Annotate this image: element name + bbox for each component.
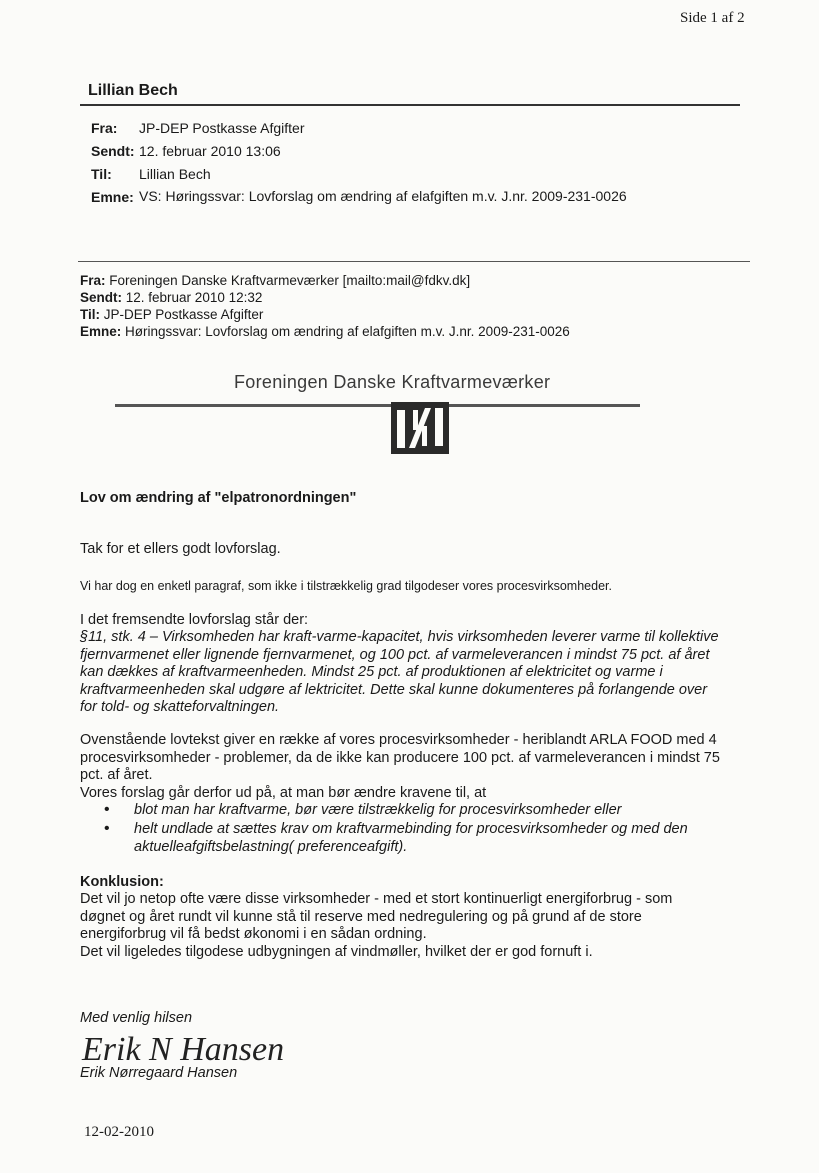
orig-subject-line <box>80 324 570 339</box>
signatory-name: Erik Nørregaard Hansen <box>80 1065 238 1081</box>
header-divider <box>80 104 740 106</box>
letter-date: 12-02-2010 <box>84 1124 154 1140</box>
conclusion-heading: Konklusion: <box>80 874 164 890</box>
quote-line: §11, stk. 4 – Virksomheden har kraft-varme-kapacitet, hvis virksomheden leverer varme til kollektive <box>80 629 719 645</box>
conclusion-line: Det vil ligeledes tilgodese udbygningen af vindmøller, hvilket der er god fornuft i. <box>80 943 593 960</box>
sent-label: Sendt: <box>91 143 135 159</box>
orig-subject-value: Høringssvar: Lovforslag om ændring af elafgiften m.v. J.nr. 2009-231-0026 <box>125 324 570 339</box>
orig-sent-label: Sendt: <box>80 290 122 305</box>
recipient-name: Lillian Bech <box>88 82 178 99</box>
subject-value: VS: Høringssvar: Lovforslag om ændring af elafgiften m.v. J.nr. 2009-231-0026 <box>139 188 627 204</box>
proposal-line: helt undlade at sættes krav om kraftvarmebinding for procesvirksomheder og med den <box>134 821 688 837</box>
bullet-icon: • <box>104 820 110 837</box>
concern-line: Vi har dog en enketl paragraf, som ikke i tilstrækkelig grad tilgodeser vores procesvirksomheder. <box>80 579 612 593</box>
problem-line: procesvirksomheder - problemer, da de ikke kan producere 100 pct. af varmeleverancen i mindst 75 <box>80 749 720 766</box>
law-quote <box>80 629 719 717</box>
proposal-item <box>134 821 688 856</box>
handwritten-signature <box>80 1026 285 1070</box>
closing-phrase: Med venlig hilsen <box>80 1010 193 1026</box>
orig-to-line <box>80 307 263 322</box>
quote-line: fjernvarmenet eller lignende fjernvarmenet, og 100 pct. af varmeleverancen i mindst 75 pct. af året <box>80 646 710 663</box>
proposal-line: aktuelleafgiftsbelastning( preferenceafgift). <box>134 838 408 855</box>
problem-paragraph <box>80 732 720 802</box>
subject-label: Emne: <box>91 189 134 205</box>
thanks-line: Tak for et ellers godt lovforslag. <box>80 541 281 557</box>
orig-sent-value: 12. februar 2010 12:32 <box>125 290 263 305</box>
sent-value: 12. februar 2010 13:06 <box>139 143 281 159</box>
from-value: JP-DEP Postkasse Afgifter <box>139 120 305 136</box>
orig-subject-label: Emne: <box>80 324 122 339</box>
quote-intro: I det fremsendte lovforslag står der: <box>80 612 309 628</box>
conclusion-line: Det vil jo netop ofte være disse virksomheder - med et stort kontinuerligt energiforbrug - som <box>80 891 673 907</box>
problem-line: Ovenstående lovtekst giver en række af vores procesvirksomheder - heriblandt ARLA FOOD med 4 <box>80 732 717 748</box>
proposal-item <box>134 802 622 820</box>
conclusion-line: døgnet og året rundt vil kunne stå til reserve med nedregulering og på grund af de store <box>80 908 642 925</box>
page-number: Side 1 af 2 <box>680 10 745 26</box>
orig-to-value: JP-DEP Postkasse Afgifter <box>103 307 264 322</box>
orig-from-line <box>80 273 470 288</box>
logo-mark-icon <box>391 402 449 454</box>
to-label: Til: <box>91 166 112 182</box>
signature-script: Erik N Hansen <box>82 1031 285 1068</box>
from-label: Fra: <box>91 120 118 136</box>
proposal-line: blot man har kraftvarme, bør være tilstrækkelig for procesvirksomheder eller <box>134 802 622 818</box>
letter-title: Lov om ændring af "elpatronordningen" <box>80 490 357 506</box>
conclusion-line: energiforbrug vil få bedst økonomi i en sådan ordning. <box>80 926 427 942</box>
problem-line: Vores forslag går derfor ud på, at man bør ændre kravene til, at <box>80 784 487 801</box>
quote-line: for told- og skatteforvaltningen. <box>80 699 280 715</box>
problem-line: pct. af året. <box>80 767 153 783</box>
orig-from-value: Foreningen Danske Kraftvarmeværker [mailto:mail@fdkv.dk] <box>109 273 471 288</box>
orig-sent-line <box>80 290 262 305</box>
orig-from-label: Fra: <box>80 273 106 288</box>
conclusion-paragraph <box>80 891 672 961</box>
orig-to-label: Til: <box>80 307 100 322</box>
to-value: Lillian Bech <box>139 166 211 182</box>
bullet-icon: • <box>104 801 110 818</box>
original-message-divider <box>78 261 750 262</box>
quote-line: kan dækkes af kraftvarmeenheden. Mindst 25 pct. af produktionen af elektricitet og varme i <box>80 664 663 680</box>
organization-logo-text: Foreningen Danske Kraftvarmeværker <box>234 372 551 392</box>
logo-rule <box>115 404 640 407</box>
quote-line: kraftvarmeenheden skal udgøre af lektricitet. Dette skal kunne dokumenteres på forlangende over <box>80 681 708 698</box>
